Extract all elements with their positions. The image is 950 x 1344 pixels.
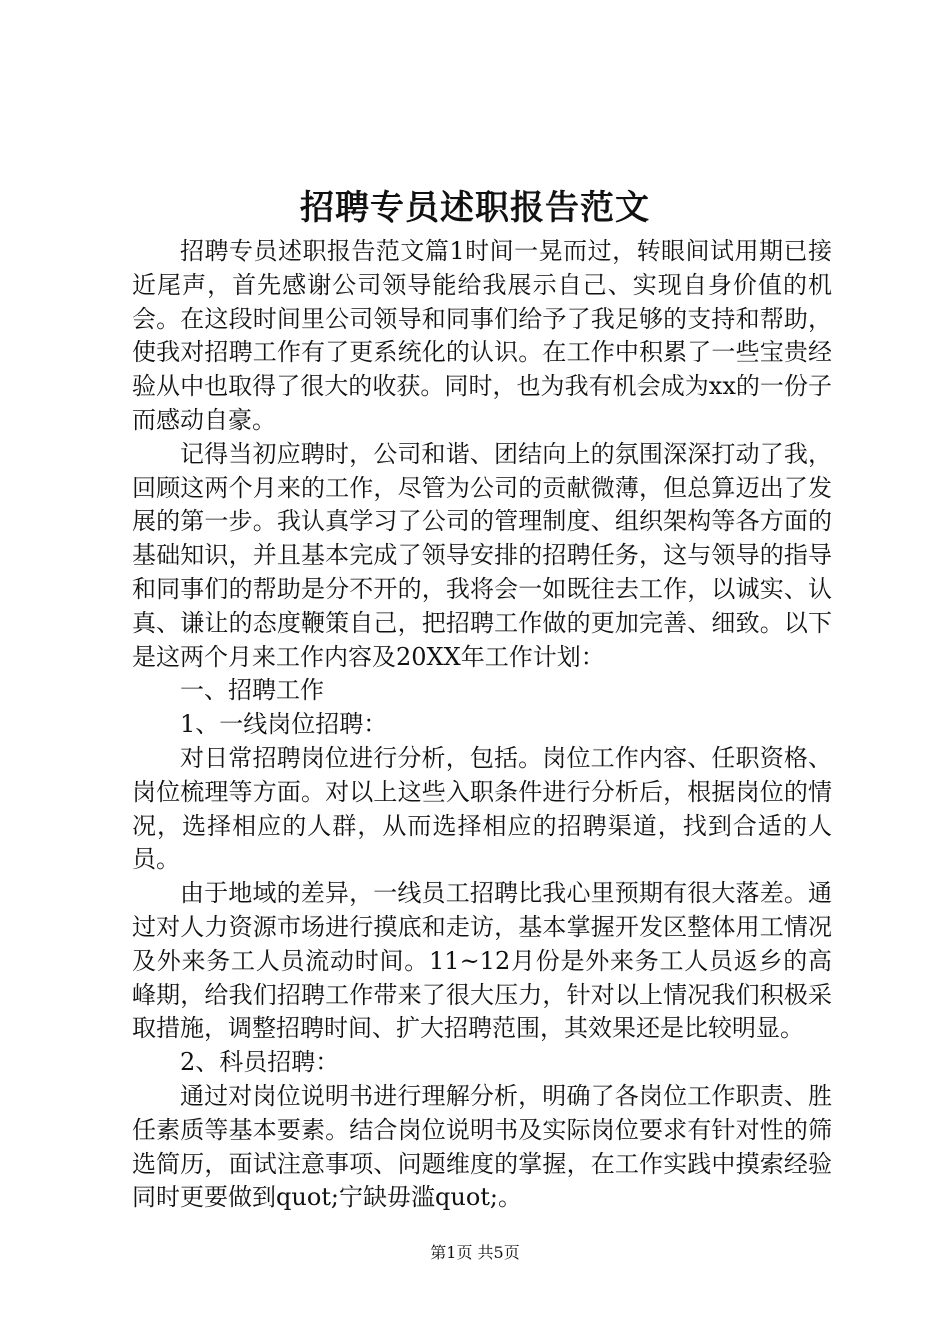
page-footer: 第1页 共5页 <box>430 1243 520 1262</box>
paragraph-frontline-region: 由于地域的差异，一线员工招聘比我心里预期有很大落差。通过对人力资源市场进行摸底和走访，基本掌握开发区整体用工情况及外来务工人员流动时间。11~12月份是外来务工人员返乡的高峰期，给我们招聘工作带来了很大压力，针对以上情况我们积极采取措施，调整招聘时间、扩大招聘范围，其效果还是比较明显。 <box>132 879 832 1043</box>
document-title: 招聘专员述职报告范文 <box>300 188 650 228</box>
paragraph-intro: 招聘专员述职报告范文篇1时间一晃而过，转眼间试用期已接近尾声，首先感谢公司领导能给我展示自己、实现自身价值的机会。在这段时间里公司领导和同事们给予了我足够的支持和帮助，使我对招聘工作有了更系统化的认识。在工作中积累了一些宝贵经验从中也取得了很大的收获。同时，也为我有机会成为xx的一份子而感动自豪。 <box>132 237 832 434</box>
document-body <box>132 235 832 1215</box>
paragraph-staff-analysis: 通过对岗位说明书进行理解分析，明确了各岗位工作职责、胜任素质等基本要素。结合岗位说明书及实际岗位要求有针对性的筛选简历，面试注意事项、问题维度的掌握，在工作实践中摸索经验同时更要做到quot;宁缺毋滥quot;。 <box>132 1081 832 1212</box>
subheading-frontline: 1、一线岗位招聘： <box>180 710 388 739</box>
section-heading-recruitment: 一、招聘工作 <box>180 676 324 705</box>
paragraph-recall: 记得当初应聘时，公司和谐、团结向上的氛围深深打动了我，回顾这两个月来的工作，尽管为公司的贡献微薄，但总算迈出了发展的第一步。我认真学习了公司的管理制度、组织架构等各方面的基础知识，并且基本完成了领导安排的招聘任务，这与领导的指导和同事们的帮助是分不开的，我将会一如既往去工作，以诚实、认真、谦让的态度鞭策自己，把招聘工作做的更加完善、细致。以下是这两个月来工作内容及20XX年工作计划： <box>132 439 832 671</box>
paragraph-frontline-analysis: 对日常招聘岗位进行分析，包括。岗位工作内容、任职资格、岗位梳理等方面。对以上这些入职条件进行分析后，根据岗位的情况，选择相应的人群，从而选择相应的招聘渠道，找到合适的人员。 <box>132 743 832 874</box>
subheading-staff: 2、科员招聘： <box>180 1048 340 1077</box>
